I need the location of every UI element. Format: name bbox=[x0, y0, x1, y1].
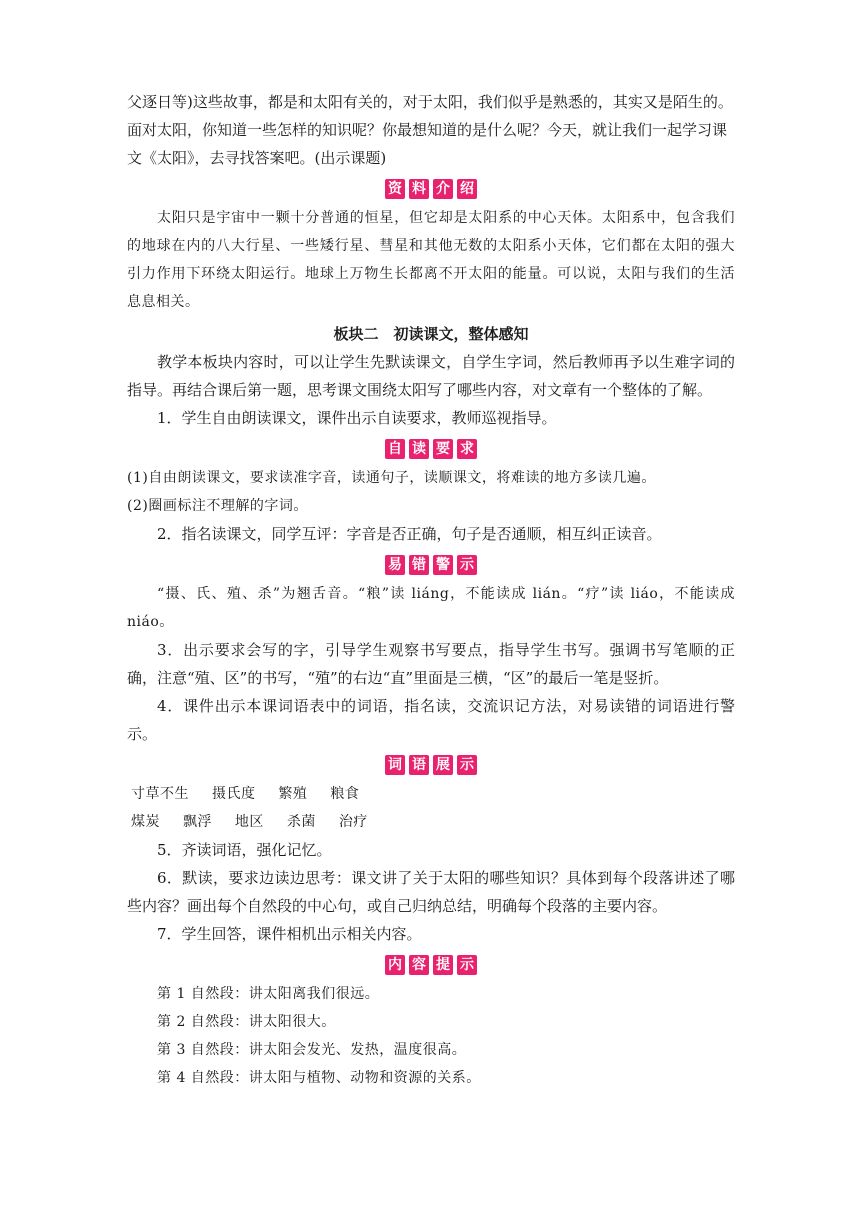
ziliao-tag bbox=[127, 173, 735, 203]
tag-char: 内 bbox=[385, 955, 405, 975]
step-5: 5．齐读词语，强化记忆。 bbox=[157, 841, 332, 859]
words-row-2 bbox=[127, 808, 735, 836]
neirong-item-2: 第 2 自然段：讲太阳很大。 bbox=[157, 1014, 336, 1030]
tag-char: 求 bbox=[457, 439, 477, 459]
tag-char: 读 bbox=[409, 439, 429, 459]
section-2-intro: 教学本板块内容时，可以让学生先默读课文，自学生字词，然后教师再予以生难字词的指导。再结合课后第一题，思考课文围绕太阳写了哪些内容，对文章有一个整体的了解。 bbox=[127, 353, 735, 399]
tag-char: 要 bbox=[433, 439, 453, 459]
word: 飘浮 bbox=[182, 814, 212, 830]
word: 地区 bbox=[234, 814, 264, 830]
yicuo-tag bbox=[127, 549, 735, 579]
document-body bbox=[127, 88, 735, 1092]
tag-char: 介 bbox=[433, 179, 453, 199]
section-2-title: 板块二 初读课文，整体感知 bbox=[333, 325, 529, 343]
tag-char: 绍 bbox=[457, 179, 477, 199]
step-6: 6．默读，要求边读边思考：课文讲了关于太阳的哪些知识？具体到每个段落讲述了哪些内容？画出每个自然段的中心句，或自己归纳总结，明确每个段落的主要内容。 bbox=[127, 869, 735, 915]
tag-char: 展 bbox=[433, 755, 453, 775]
word: 煤炭 bbox=[131, 814, 160, 830]
ziliao-text: 太阳只是宇宙中一颗十分普通的恒星，但它却是太阳系的中心天体。太阳系中，包含我们的地球在内的八大行星、一些矮行星、彗星和其他无数的太阳系小天体，它们都在太阳的强大引力作用下环绕太阳运行。地球上万物生长都离不开太阳的能量。可以说，太阳与我们的生活息息相关。 bbox=[127, 210, 735, 310]
step-7: 7．学生回答，课件相机出示相关内容。 bbox=[157, 925, 422, 943]
tag-char: 语 bbox=[409, 755, 429, 775]
tag-char: 料 bbox=[409, 179, 429, 199]
step-2: 2．指名读课文，同学互评：字音是否正确，句子是否通顺，相互纠正读音。 bbox=[157, 525, 662, 543]
intro-line-1: 父逐日等)这些故事，都是和太阳有关的，对于太阳，我们似乎是熟悉的，其实又是陌生的。 bbox=[127, 93, 733, 111]
zidu-tag bbox=[127, 433, 735, 463]
tag-char: 自 bbox=[385, 439, 405, 459]
tag-char: 示 bbox=[457, 755, 477, 775]
neirong-item-3: 第 3 自然段：讲太阳会发光、发热，温度很高。 bbox=[157, 1042, 467, 1058]
words-row-1 bbox=[127, 780, 735, 808]
word: 寸草不生 bbox=[131, 786, 189, 802]
tag-char: 示 bbox=[457, 555, 477, 575]
word: 粮食 bbox=[330, 786, 360, 802]
neirong-item-1: 第 1 自然段：讲太阳离我们很远。 bbox=[157, 986, 380, 1002]
zidu-item-2: (2)圈画标注不理解的字词。 bbox=[127, 498, 308, 514]
tag-char: 错 bbox=[409, 555, 429, 575]
tag-char: 资 bbox=[385, 179, 405, 199]
word: 杀菌 bbox=[286, 814, 316, 830]
step-4: 4．课件出示本课词语表中的词语，指名读，交流识记方法，对易读错的词语进行警示。 bbox=[127, 697, 735, 743]
intro-line-3: 文《太阳》，去寻找答案吧。(出示课题) bbox=[127, 149, 387, 167]
word: 摄氏度 bbox=[211, 786, 256, 802]
tag-char: 易 bbox=[385, 555, 405, 575]
yicuo-text: “摄、氏、殖、杀”为翘舌音。“粮”读 liáng，不能读成 lián。“疗”读 liáo，不能读成 niáo。 bbox=[127, 586, 735, 630]
tag-char: 容 bbox=[409, 955, 429, 975]
word: 治疗 bbox=[338, 814, 368, 830]
zidu-item-1: (1)自由朗读课文，要求读准字音，读通句子，读顺课文，将难读的地方多读几遍。 bbox=[127, 470, 656, 486]
tag-char: 词 bbox=[385, 755, 405, 775]
step-3: 3．出示要求会写的字，引导学生观察书写要点，指导学生书写。强调书写笔顺的正确，注意“殖、区”的书写，“殖”的右边“直”里面是三横，“区”的最后一笔是竖折。 bbox=[127, 641, 735, 687]
tag-char: 警 bbox=[433, 555, 453, 575]
step-1: 1．学生自由朗读课文，课件出示自读要求，教师巡视指导。 bbox=[157, 409, 557, 427]
intro-line-2: 面对太阳，你知道一些怎样的知识呢？你最想知道的是什么呢？今天，就让我们一起学习课 bbox=[127, 121, 728, 139]
ciyu-tag bbox=[127, 749, 735, 779]
neirong-tag bbox=[127, 949, 735, 979]
tag-char: 提 bbox=[433, 955, 453, 975]
word: 繁殖 bbox=[278, 786, 308, 802]
neirong-item-4: 第 4 自然段：讲太阳与植物、动物和资源的关系。 bbox=[157, 1070, 481, 1086]
tag-char: 示 bbox=[457, 955, 477, 975]
